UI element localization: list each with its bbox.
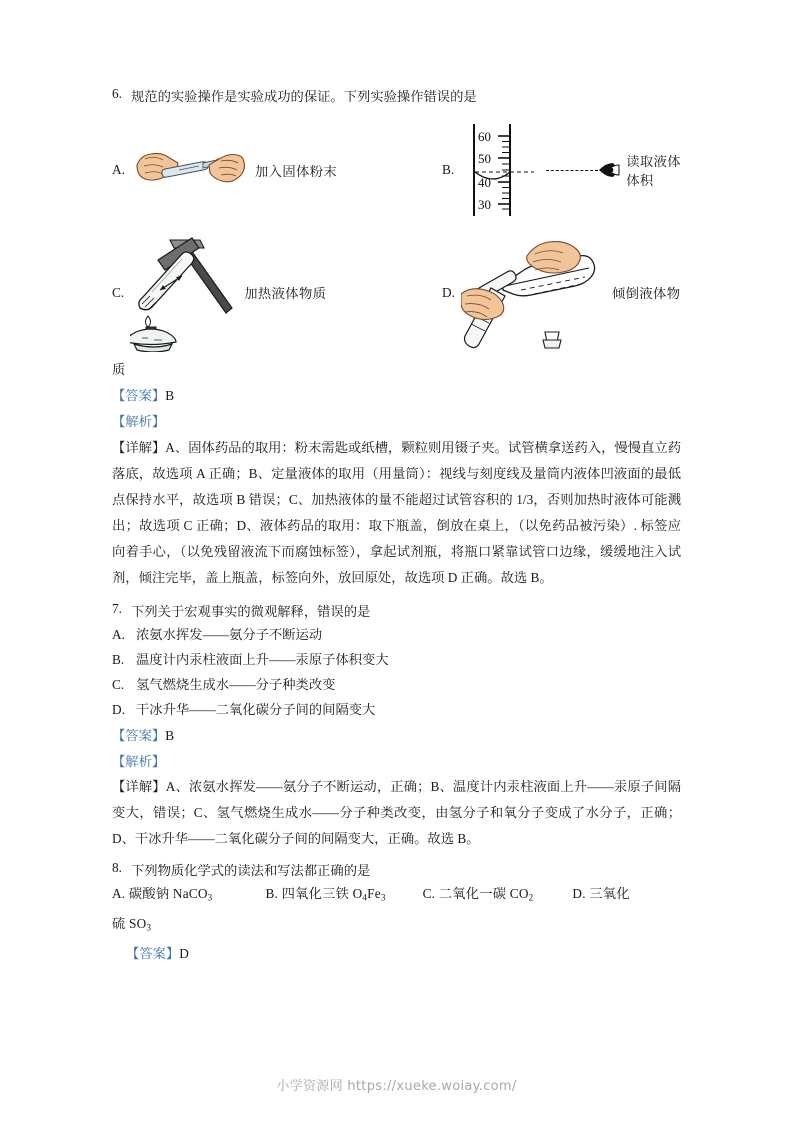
answer-value: B bbox=[165, 388, 175, 404]
option-b-name: 四氧化三铁 bbox=[281, 886, 350, 902]
option-d-cell[interactable] bbox=[442, 225, 681, 360]
option-c-letter: C. bbox=[422, 886, 436, 902]
option-d-letter: D. bbox=[112, 702, 125, 718]
option-d-caption: 倾倒液体物 bbox=[611, 286, 681, 301]
question-8-answer bbox=[112, 941, 681, 967]
detail-label: 【详解】 bbox=[112, 779, 166, 795]
hands-test-tube-powder-figure bbox=[131, 139, 249, 201]
question-6-caption-overflow: 质 bbox=[112, 362, 126, 377]
option-d-name-part1: 三氧化 bbox=[589, 886, 630, 902]
option-c-formula: $CO_2$ bbox=[509, 886, 534, 903]
option-a-formula: NaCO$_3$ bbox=[172, 886, 213, 903]
question-6-answer bbox=[112, 383, 681, 409]
question-8-stem-text: 下列物质化学式的读法和写法都正确的是 bbox=[130, 863, 371, 879]
option-c-letter: C. bbox=[112, 284, 125, 300]
option-d-letter: D. bbox=[442, 284, 455, 300]
question-8-option-d-overflow bbox=[112, 911, 681, 937]
watermark-site-name: 小学资源网 bbox=[276, 1079, 343, 1094]
option-b-cell[interactable] bbox=[442, 115, 681, 225]
watermark-url: https://xueke.woiay.com/ bbox=[347, 1079, 517, 1094]
answer-label: 【答案】 bbox=[126, 946, 180, 962]
option-b-letter: B. bbox=[265, 886, 279, 902]
option-a-name: 碳酸钠 bbox=[128, 886, 170, 902]
answer-value: B bbox=[165, 727, 175, 743]
question-6-figure-options bbox=[112, 115, 681, 360]
question-7-answer bbox=[112, 723, 681, 749]
option-d-text: 干冰升华——二氧化碳分子间的间隔变大 bbox=[136, 702, 376, 718]
option-d-letter: D. bbox=[572, 886, 586, 902]
answer-label: 【答案】 bbox=[112, 388, 166, 404]
question-8-option-d[interactable] bbox=[572, 886, 629, 901]
question-6-number: 6. bbox=[112, 86, 122, 101]
option-c-cell[interactable] bbox=[112, 225, 442, 360]
question-7-option-d[interactable] bbox=[112, 697, 681, 722]
answer-value: D bbox=[179, 946, 189, 962]
detail-text: A、浓氨水挥发——氨分子不断运动，正确；B、温度计内汞柱液面上升——汞原子间隔变大，错误；C、氢气燃烧生成水——分子种类改变，由氢分子和氧分子变成了水分子，正确；D、干冰升华——二氧化碳分子间的间隔变大，正确。故选 B。 bbox=[112, 779, 682, 847]
option-c-name: 二氧化一碳 bbox=[438, 886, 507, 902]
question-8-option-a[interactable] bbox=[112, 886, 216, 901]
option-a-letter: A. bbox=[112, 162, 125, 177]
question-7-detail bbox=[112, 774, 681, 852]
eye-sightline-group bbox=[544, 162, 620, 178]
svg-text:60: 60 bbox=[478, 129, 492, 144]
question-8-options-row bbox=[112, 881, 681, 907]
detail-text: A、固体药品的取用：粉末需匙或纸槽，颗粒则用镊子夹。试管横拿送药入，慢慢直立药落底，故选项 A 正确；B、定量液体的取用（用量筒）：视线与刻度线及量筒内液体凹液面的最低点保持水平，故选项 B 错误；C、加热液体的量不能超过试管容积的 1/3，否则加热时液体可能溅出；故选项 C 正确；D、液体药品的取用：取下瓶盖，倒放在桌上，（以免药品被污染）. 标签应向着手心，（以免残留液流下而腐蚀标签），拿起试剂瓶，将瓶口紧靠试管口边缘，缓缓地注入试剂，倾注完毕，盖上瓶盖，标签向外，放回原处，故选项 D 正确。故选 B。 bbox=[112, 440, 681, 585]
question-7-stem-text: 下列关于宏观事实的微观解释，错误的是 bbox=[130, 603, 371, 619]
option-d-formula: $SO_3$ bbox=[129, 916, 152, 933]
question-8-number: 8. bbox=[112, 860, 122, 876]
question-6-stem bbox=[112, 86, 681, 105]
question-8-option-c[interactable] bbox=[423, 886, 537, 901]
option-a-cell[interactable] bbox=[112, 115, 442, 225]
option-b-letter: B. bbox=[442, 162, 455, 177]
option-c-caption: 加热液体物质 bbox=[244, 286, 327, 301]
svg-text:30: 30 bbox=[478, 197, 492, 212]
option-a-letter: A. bbox=[112, 886, 126, 902]
option-d-name-part2: 硫 bbox=[112, 916, 126, 932]
graduated-cylinder-figure bbox=[460, 122, 538, 218]
question-8-stem bbox=[112, 860, 681, 879]
eye-icon bbox=[598, 162, 620, 178]
sight-line bbox=[546, 170, 598, 171]
question-6-detail bbox=[112, 435, 681, 591]
pouring-liquid-figure bbox=[461, 232, 606, 354]
question-7-option-c[interactable] bbox=[112, 672, 681, 697]
detail-label: 【详解】 bbox=[112, 440, 166, 456]
question-8-option-b[interactable] bbox=[265, 886, 389, 901]
svg-text:50: 50 bbox=[478, 151, 492, 166]
heating-test-tube-figure bbox=[130, 234, 238, 352]
question-6-stem-text: 规范的实验操作是实验成功的保证。下列实验操作错误的是 bbox=[130, 89, 477, 104]
question-7-number: 7. bbox=[112, 600, 122, 616]
question-7-analysis-label: 【解析】 bbox=[112, 753, 166, 769]
option-a-letter: A. bbox=[112, 626, 125, 642]
question-7-option-a[interactable] bbox=[112, 622, 681, 647]
option-c-text: 氢气燃烧生成水——分子种类改变 bbox=[136, 677, 336, 693]
answer-label: 【答案】 bbox=[112, 727, 166, 743]
footer-watermark bbox=[0, 1075, 793, 1094]
option-b-formula: $O_4Fe_3$ bbox=[352, 886, 386, 903]
option-b-letter: B. bbox=[112, 651, 125, 667]
question-7-option-b[interactable] bbox=[112, 647, 681, 672]
question-7-stem bbox=[112, 601, 681, 620]
option-a-caption: 加入固体粉末 bbox=[254, 163, 338, 179]
option-a-text: 浓氨水挥发——氨分子不断运动 bbox=[136, 626, 323, 642]
question-6-analysis-label: 【解析】 bbox=[112, 414, 166, 430]
option-b-caption: 读取液体体积 bbox=[626, 154, 681, 188]
svg-text:40: 40 bbox=[478, 175, 492, 190]
option-b-text: 温度计内汞柱液面上升——汞原子体积变大 bbox=[136, 651, 389, 667]
option-c-letter: C. bbox=[112, 677, 125, 693]
